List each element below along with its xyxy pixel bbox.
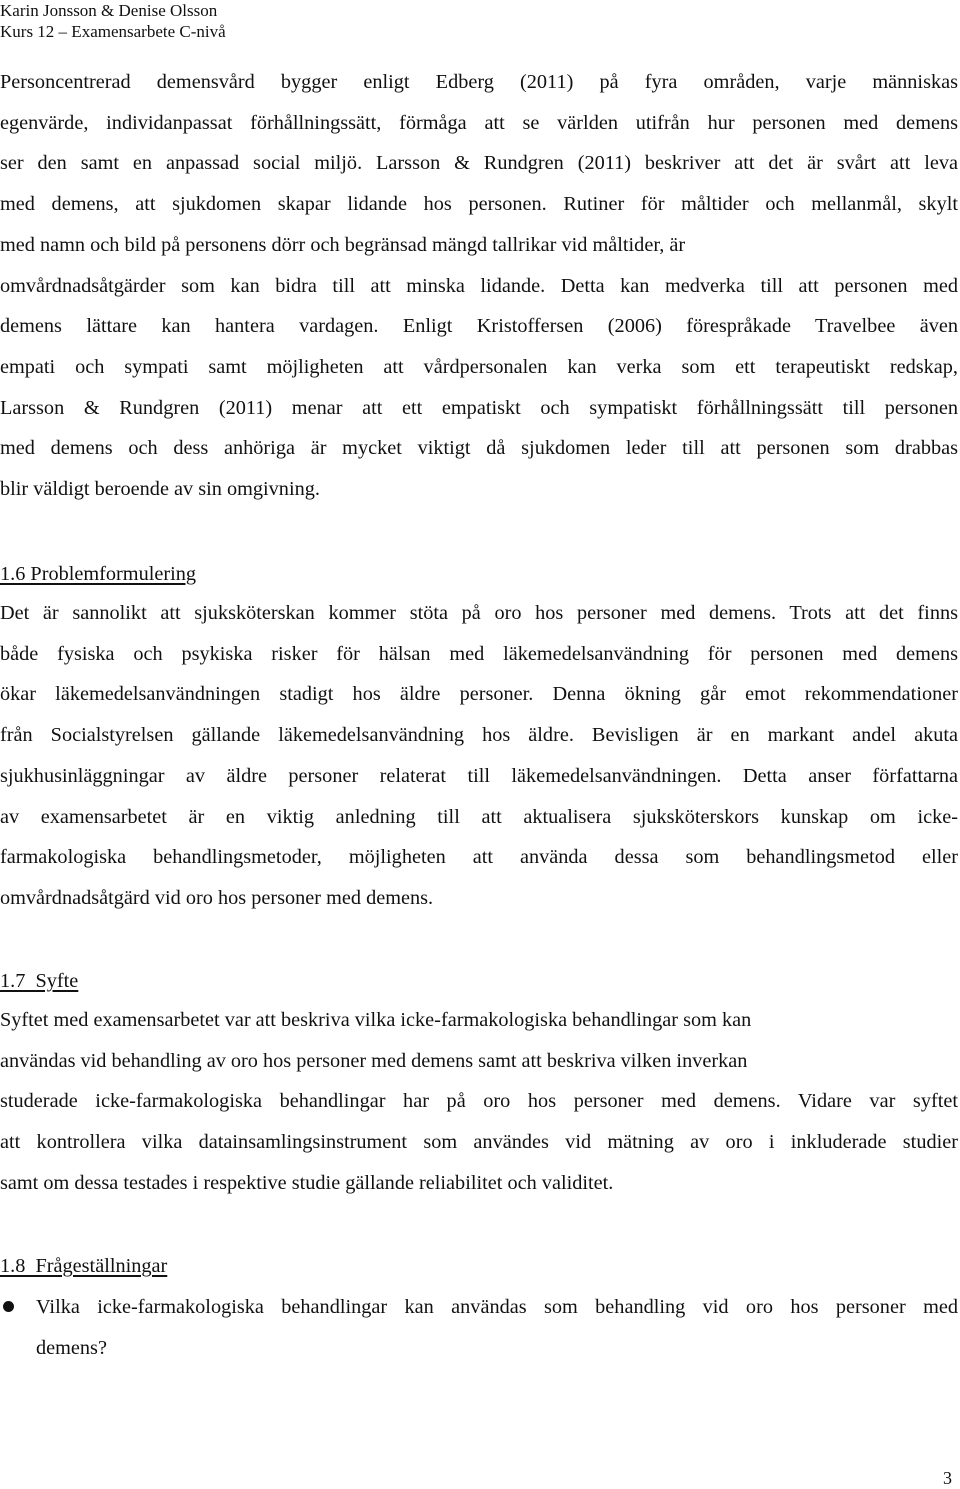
text-line: med namn och bild på personens dörr och begränsad mängd tallrikar vid måltider, är bbox=[0, 233, 686, 256]
text-line: Vilka icke-farmakologiska behandlingar kan användas som behandling vid oro hos personer med bbox=[36, 1296, 958, 1318]
text-line: blir väldigt beroende av sin omgivning. bbox=[0, 478, 320, 501]
page-header bbox=[0, 0, 226, 42]
text-line: egenvärde, individanpassat förhållningssätt, förmåga att se världen utifrån hur personen med demens bbox=[0, 111, 958, 134]
text-line: sjukhusinläggningar av äldre personer relaterat till läkemedelsanvändningen. Detta anser författarna bbox=[0, 764, 958, 787]
text-line: studerade icke-farmakologiska behandlingar har på oro hos personer med demens. Vidare var syftet bbox=[0, 1090, 958, 1113]
text-line: Det är sannolikt att sjuksköterskan kommer stöta på oro hos personer med demens. Trots att det finns bbox=[0, 602, 958, 624]
section-heading-fragestallningar: 1.8 Frågeställningar bbox=[0, 1255, 168, 1277]
section-heading-syfte: 1.7 Syfte bbox=[0, 970, 79, 992]
list-item-text bbox=[36, 1287, 958, 1368]
text-line: användas vid behandling av oro hos personer med demens samt att beskriva vilken inverkan bbox=[0, 1049, 748, 1072]
text-line: farmakologiska behandlingsmetoder, möjligheten att använda dessa som behandlingsmetod eller bbox=[0, 846, 958, 869]
text-line: med demens, att sjukdomen skapar lidande hos personen. Rutiner för måltider och mellanmål, skylt bbox=[0, 193, 958, 216]
bullet-icon bbox=[3, 1301, 14, 1312]
text-line: Personcentrerad demensvård bygger enligt Edberg (2011) på fyra områden, varje människas bbox=[0, 71, 958, 93]
text-line: empati och sympati samt möjligheten att vårdpersonalen kan verka som ett terapeutiskt redskap, bbox=[0, 355, 958, 378]
text-line: med demens och dess anhöriga är mycket viktigt då sjukdomen leder till att personen som drabbas bbox=[0, 437, 958, 460]
syfte-paragraph bbox=[0, 1000, 958, 1204]
text-line: Syftet med examensarbetet var att beskriva vilka icke-farmakologiska behandlingar som kan bbox=[0, 1009, 752, 1031]
text-line: av examensarbetet är en viktig anledning till att aktualisera sjuksköterskors kunskap om icke- bbox=[0, 805, 958, 828]
text-line: både fysiska och psykiska risker för hälsan med läkemedelsanvändning för personen med demens bbox=[0, 642, 958, 665]
text-line: från Socialstyrelsen gällande läkemedelsanvändning hos äldre. Bevisligen är en markant andel akuta bbox=[0, 724, 958, 747]
intro-paragraph bbox=[0, 62, 958, 510]
section-heading-problemformulering: 1.6 Problemformulering bbox=[0, 563, 197, 585]
text-line: demens? bbox=[36, 1336, 107, 1359]
header-course: Kurs 12 – Examensarbete C-nivå bbox=[0, 22, 226, 41]
text-line: ser den samt en anpassad social miljö. Larsson & Rundgren (2011) beskriver att det är svårt att leva bbox=[0, 152, 958, 175]
text-line: att kontrollera vilka datainsamlingsinstrument som användes vid mätning av oro i inkluderade studier bbox=[0, 1131, 958, 1154]
problemformulering-paragraph bbox=[0, 593, 958, 919]
text-line: samt om dessa testades i respektive studie gällande reliabilitet och validitet. bbox=[0, 1171, 614, 1194]
text-line: demens lättare kan hantera vardagen. Enligt Kristoffersen (2006) förespråkade Travelbee även bbox=[0, 315, 958, 338]
header-authors: Karin Jonsson & Denise Olsson bbox=[0, 1, 218, 20]
text-line: Larsson & Rundgren (2011) menar att ett empatiskt och sympatiskt förhållningssätt till personen bbox=[0, 396, 958, 419]
text-line: ökar läkemedelsanvändningen stadigt hos äldre personer. Denna ökning går emot rekommendationer bbox=[0, 683, 958, 706]
page-number: 3 bbox=[943, 1468, 952, 1488]
text-line: omvårdnadsåtgärd vid oro hos personer med demens. bbox=[0, 886, 434, 909]
text-line: omvårdnadsåtgärder som kan bidra till att minska lidande. Detta kan medverka till att personen med bbox=[0, 274, 958, 297]
